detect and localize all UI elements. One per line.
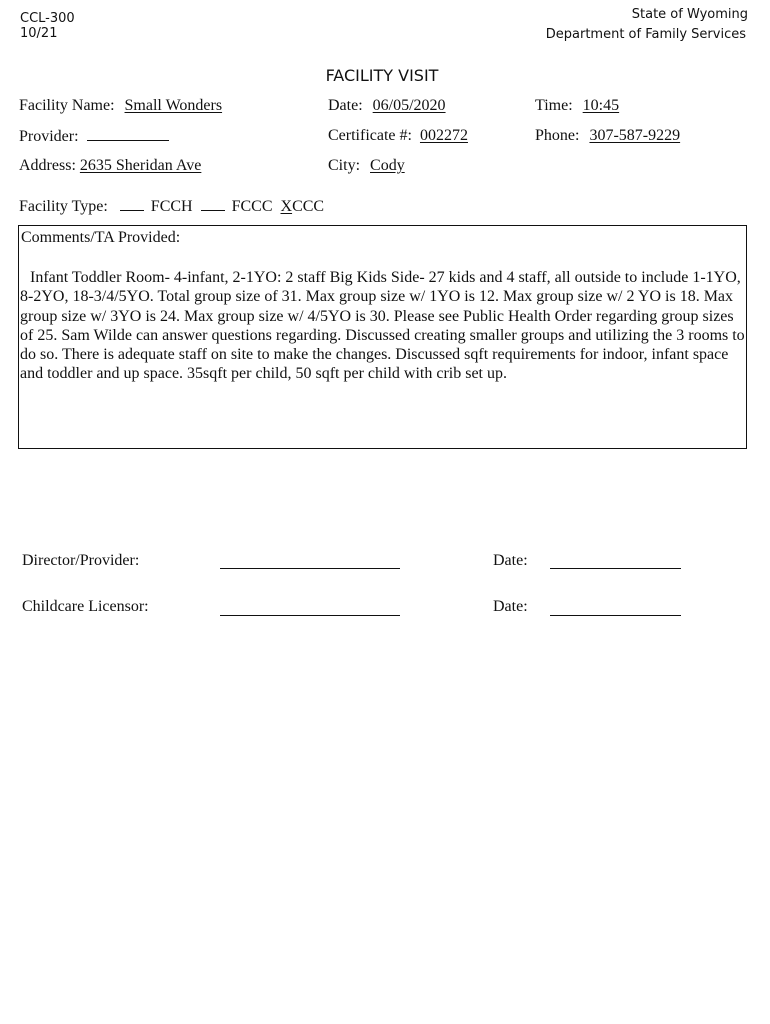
- director-date-label: Date:: [493, 552, 528, 569]
- city-label: City:: [328, 157, 361, 174]
- date-label: Date:: [328, 97, 363, 114]
- facility-type-option-ccc: CCC: [292, 198, 325, 215]
- phone-field: [535, 126, 680, 146]
- director-date-line: [550, 568, 681, 569]
- time-value: 10:45: [582, 97, 620, 114]
- provider-value: [87, 126, 169, 141]
- facility-type-mark-fcch: [120, 196, 144, 211]
- certificate-label: Certificate #:: [328, 127, 412, 144]
- director-signature-label: Director/Provider:: [22, 552, 140, 569]
- phone-value: 307-587-9229: [589, 127, 681, 144]
- agency-state: State of Wyoming: [631, 7, 748, 22]
- provider-field: [19, 126, 169, 147]
- facility-name-field: [19, 96, 222, 116]
- certificate-value: 002272: [419, 127, 468, 144]
- date-value: 06/05/2020: [372, 97, 446, 114]
- agency-department: Department of Family Services: [545, 27, 746, 42]
- phone-label: Phone:: [535, 127, 580, 144]
- comments-box: [18, 225, 747, 449]
- form-revision-date: 10/21: [20, 26, 58, 41]
- time-label: Time:: [535, 97, 573, 114]
- address-label: Address:: [19, 157, 76, 174]
- licensor-date-label: Date:: [493, 598, 528, 615]
- facility-type-label: Facility Type:: [19, 198, 108, 215]
- provider-label: Provider:: [19, 128, 79, 145]
- licensor-signature-line: [220, 615, 400, 616]
- form-code: CCL-300: [20, 11, 75, 26]
- city-field: [328, 156, 405, 176]
- facility-type-field: [19, 196, 324, 217]
- facility-type-mark-ccc: X: [280, 198, 293, 215]
- facility-name-value: Small Wonders: [124, 97, 223, 114]
- licensor-signature-label: Childcare Licensor:: [22, 598, 149, 615]
- date-field: [328, 96, 446, 116]
- page-title: FACILITY VISIT: [325, 66, 439, 85]
- facility-type-option-fcch: FCCH: [150, 198, 193, 215]
- time-field: [535, 96, 619, 116]
- address-value: 2635 Sheridan Ave: [79, 157, 202, 174]
- address-field: [19, 156, 201, 176]
- facility-name-label: Facility Name:: [19, 97, 115, 114]
- city-value: Cody: [370, 157, 405, 174]
- comments-label: Comments/TA Provided:: [21, 229, 181, 246]
- certificate-field: [328, 126, 468, 146]
- facility-type-option-fccc: FCCC: [231, 198, 273, 215]
- licensor-date-line: [550, 615, 681, 616]
- director-signature-line: [220, 568, 400, 569]
- facility-type-mark-fccc: [201, 196, 225, 211]
- comments-text: Infant Toddler Room- 4-infant, 2-1YO: 2 staff Big Kids Side- 27 kids and 4 staff, all outside to include 1-1YO, 8-2YO, 18-3/4/5YO. Total group size of 31. Max group size w/ 1YO is 12. Max group size w/ 2 YO is 18. Max group size w/ 3YO is 24. Max group size w/ 4/5YO is 30. Please see Public Health Order regarding group sizes of 25. Sam Wilde can answer questions regarding. Discussed creating smaller groups and utilizing the 3 rooms to do so. There is adequate staff on site to make the changes. Discussed sqft requirements for indoor, infant space and toddler and up space. 35sqft per child, 50 sqft per child with crib set up.: [20, 269, 745, 383]
